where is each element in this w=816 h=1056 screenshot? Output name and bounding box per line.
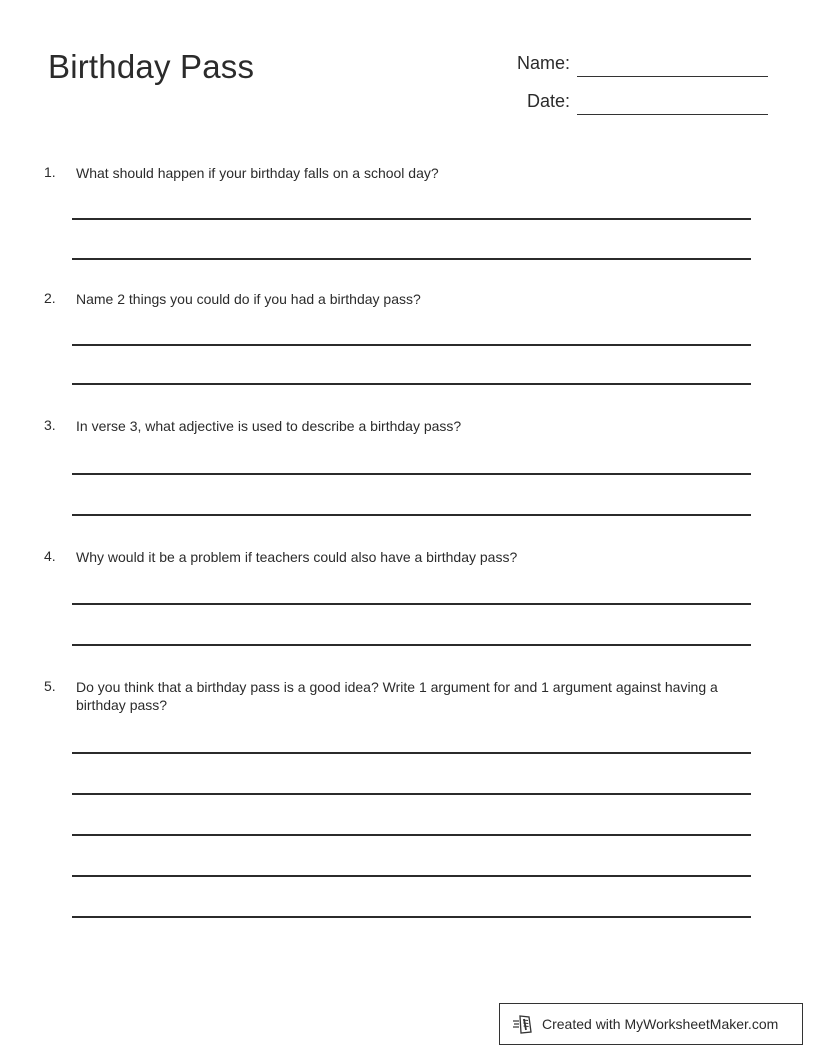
name-field-line[interactable] [577, 76, 768, 77]
date-field-line[interactable] [577, 114, 768, 115]
question-number: 5. [44, 678, 56, 694]
answer-line[interactable] [72, 875, 751, 877]
date-label: Date: [526, 91, 570, 111]
answer-line[interactable] [72, 752, 751, 754]
answer-line[interactable] [72, 514, 751, 516]
question-text: In verse 3, what adjective is used to describe a birthday pass? [76, 418, 462, 434]
answer-line[interactable] [72, 793, 751, 795]
question-number: 2. [44, 290, 56, 306]
name-label: Name: [516, 53, 570, 73]
answer-line[interactable] [72, 383, 751, 385]
answer-line[interactable] [72, 644, 751, 646]
footer-credit: Created with MyWorksheetMaker.com [542, 1016, 779, 1032]
answer-line[interactable] [72, 603, 751, 605]
question-number: 1. [44, 164, 56, 180]
answer-line[interactable] [72, 916, 751, 918]
question-text: Name 2 things you could do if you had a birthday pass? [76, 291, 421, 307]
answer-line[interactable] [72, 473, 751, 475]
question-number: 3. [44, 417, 56, 433]
footer-badge[interactable] [499, 1003, 803, 1045]
answer-line[interactable] [72, 344, 751, 346]
question-number: 4. [44, 548, 56, 564]
answer-line[interactable] [72, 218, 751, 220]
question-text: What should happen if your birthday falls on a school day? [76, 165, 439, 181]
page-title: Birthday Pass [48, 48, 255, 85]
question-text: Why would it be a problem if teachers could also have a birthday pass? [76, 549, 518, 565]
question-text: Do you think that a birthday pass is a good idea? Write 1 argument for and 1 argument against having a birthday pass? [76, 679, 718, 713]
worksheet-logo-icon [512, 1013, 534, 1035]
answer-line[interactable] [72, 834, 751, 836]
answer-line[interactable] [72, 258, 751, 260]
